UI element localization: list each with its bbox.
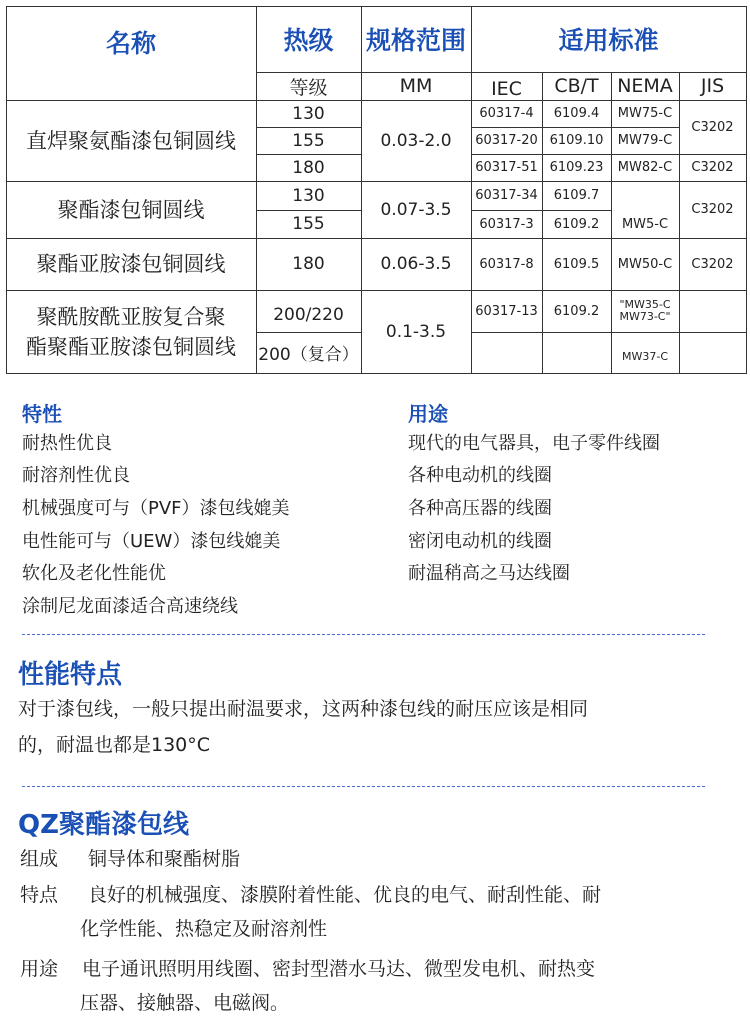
grade-cell: 155 [292,214,325,234]
product-range: 0.1-3.5 [385,321,447,342]
subheader-cbt: CB/T [554,75,599,97]
feature-item: 机械强度可与（PVF）漆包线媲美 [22,498,290,519]
iec-cell: 60317-51 [475,160,538,175]
subheader-jis: JIS [700,75,725,97]
jis-cell: C3202 [691,202,734,217]
nema-cell: MW79-C [617,133,673,148]
divider [22,786,705,787]
qz-uses-text: 电子通讯照明用线圈、密封型潜水马达、微型发电机、耐热变 [82,958,596,980]
use-item: 耐温稍高之马达线圈 [408,563,570,584]
iec-cell: 60317-20 [475,133,538,148]
product-range: 0.07-3.5 [380,199,452,220]
nema-line: "MW35-C [619,298,671,311]
qz-uses-label: 用途 [20,958,59,980]
product-range: 0.06-3.5 [380,254,452,274]
product-name-line: 聚酰胺酰亚胺复合聚 [36,304,226,329]
cbt-cell: 6109.23 [549,160,604,175]
qz-composition: 铜导体和聚酯树脂 [88,848,241,870]
qz-features-text: 化学性能、热稳定及耐溶剂性 [80,918,328,940]
product-name [6,290,256,373]
nema-cell: MW37-C [621,349,668,363]
jis-cell: C3202 [691,119,734,135]
use-item: 密闭电动机的线圈 [408,531,552,552]
qz-composition-label: 组成 [20,848,59,870]
iec-cell: 60317-34 [475,188,538,203]
product-name: 聚酯漆包铜圆线 [57,197,205,222]
grade-cell: 130 [292,185,325,206]
cbt-cell: 6109.7 [553,188,600,203]
header-range: 规格范围 [365,26,466,55]
product-range: 0.03-2.0 [380,130,452,151]
subheader-grade: 等级 [289,76,328,99]
feature-item: 软化及老化性能优 [22,563,166,584]
cbt-cell: 6109.2 [553,303,600,319]
feature-item: 耐热性优良 [22,433,112,454]
performance-title: 性能特点 [18,660,123,690]
use-item: 各种高压器的线圈 [408,498,552,519]
feature-item: 涂制尼龙面漆适合高速绕线 [22,596,238,617]
grade-cell: 180 [292,157,325,178]
performance-text: 对于漆包线，一般只提出耐温要求，这两种漆包线的耐压应该是相同 [18,698,589,720]
nema-cell: MW5-C [621,216,669,232]
qz-features-text: 良好的机械强度、漆膜附着性能、优良的电气、耐刮性能、耐 [88,884,602,906]
grade-cell: 200（复合） [258,345,359,365]
iec-cell: 60317-3 [479,216,534,232]
subheader-range: MM [399,75,433,97]
header-standards: 适用标准 [558,26,659,55]
nema-cell: MW50-C [617,256,673,272]
iec-cell: 60317-8 [479,256,534,272]
qz-features-label: 特点 [20,884,59,906]
cbt-cell: 6109.4 [553,106,600,121]
nema-cell: MW75-C [617,106,673,121]
iec-cell: 60317-4 [479,106,534,121]
jis-cell: C3202 [691,160,734,175]
header-name: 名称 [105,29,156,58]
nema-cell: MW82-C [617,160,673,175]
cbt-cell: 6109.2 [553,216,600,232]
uses-title: 用途 [408,402,448,426]
use-item: 现代的电气器具，电子零件线圈 [408,433,660,454]
use-item: 各种电动机的线圈 [408,465,552,486]
grade-cell: 155 [292,130,325,151]
divider [22,634,705,635]
product-name: 直焊聚氨酯漆包铜圆线 [26,128,236,153]
header-grade: 热级 [283,26,334,55]
cbt-cell: 6109.10 [549,133,604,148]
qz-uses-text: 压器、接触器、电磁阀。 [80,992,290,1014]
features-title: 特性 [22,402,62,426]
qz-title: QZ聚酯漆包线 [18,810,189,840]
subheader-nema: NEMA [617,75,673,97]
product-name: 聚酯亚胺漆包铜圆线 [36,252,226,276]
product-name-line: 酯聚酯亚胺漆包铜圆线 [26,334,236,359]
iec-cell: 60317-13 [475,303,538,319]
feature-item: 耐溶剂性优良 [22,465,130,486]
performance-text: 的，耐温也都是130°C [18,734,211,756]
nema-cell [611,290,679,332]
cbt-cell: 6109.5 [553,256,600,272]
grade-cell: 180 [292,254,325,274]
nema-line: MW73-C" [619,310,671,323]
grade-cell: 200/220 [273,305,344,325]
feature-item: 电性能可与（UEW）漆包线媲美 [22,531,281,552]
grade-cell: 130 [292,103,325,124]
jis-cell: C3202 [691,256,734,272]
subheader-iec: IEC [491,78,522,100]
